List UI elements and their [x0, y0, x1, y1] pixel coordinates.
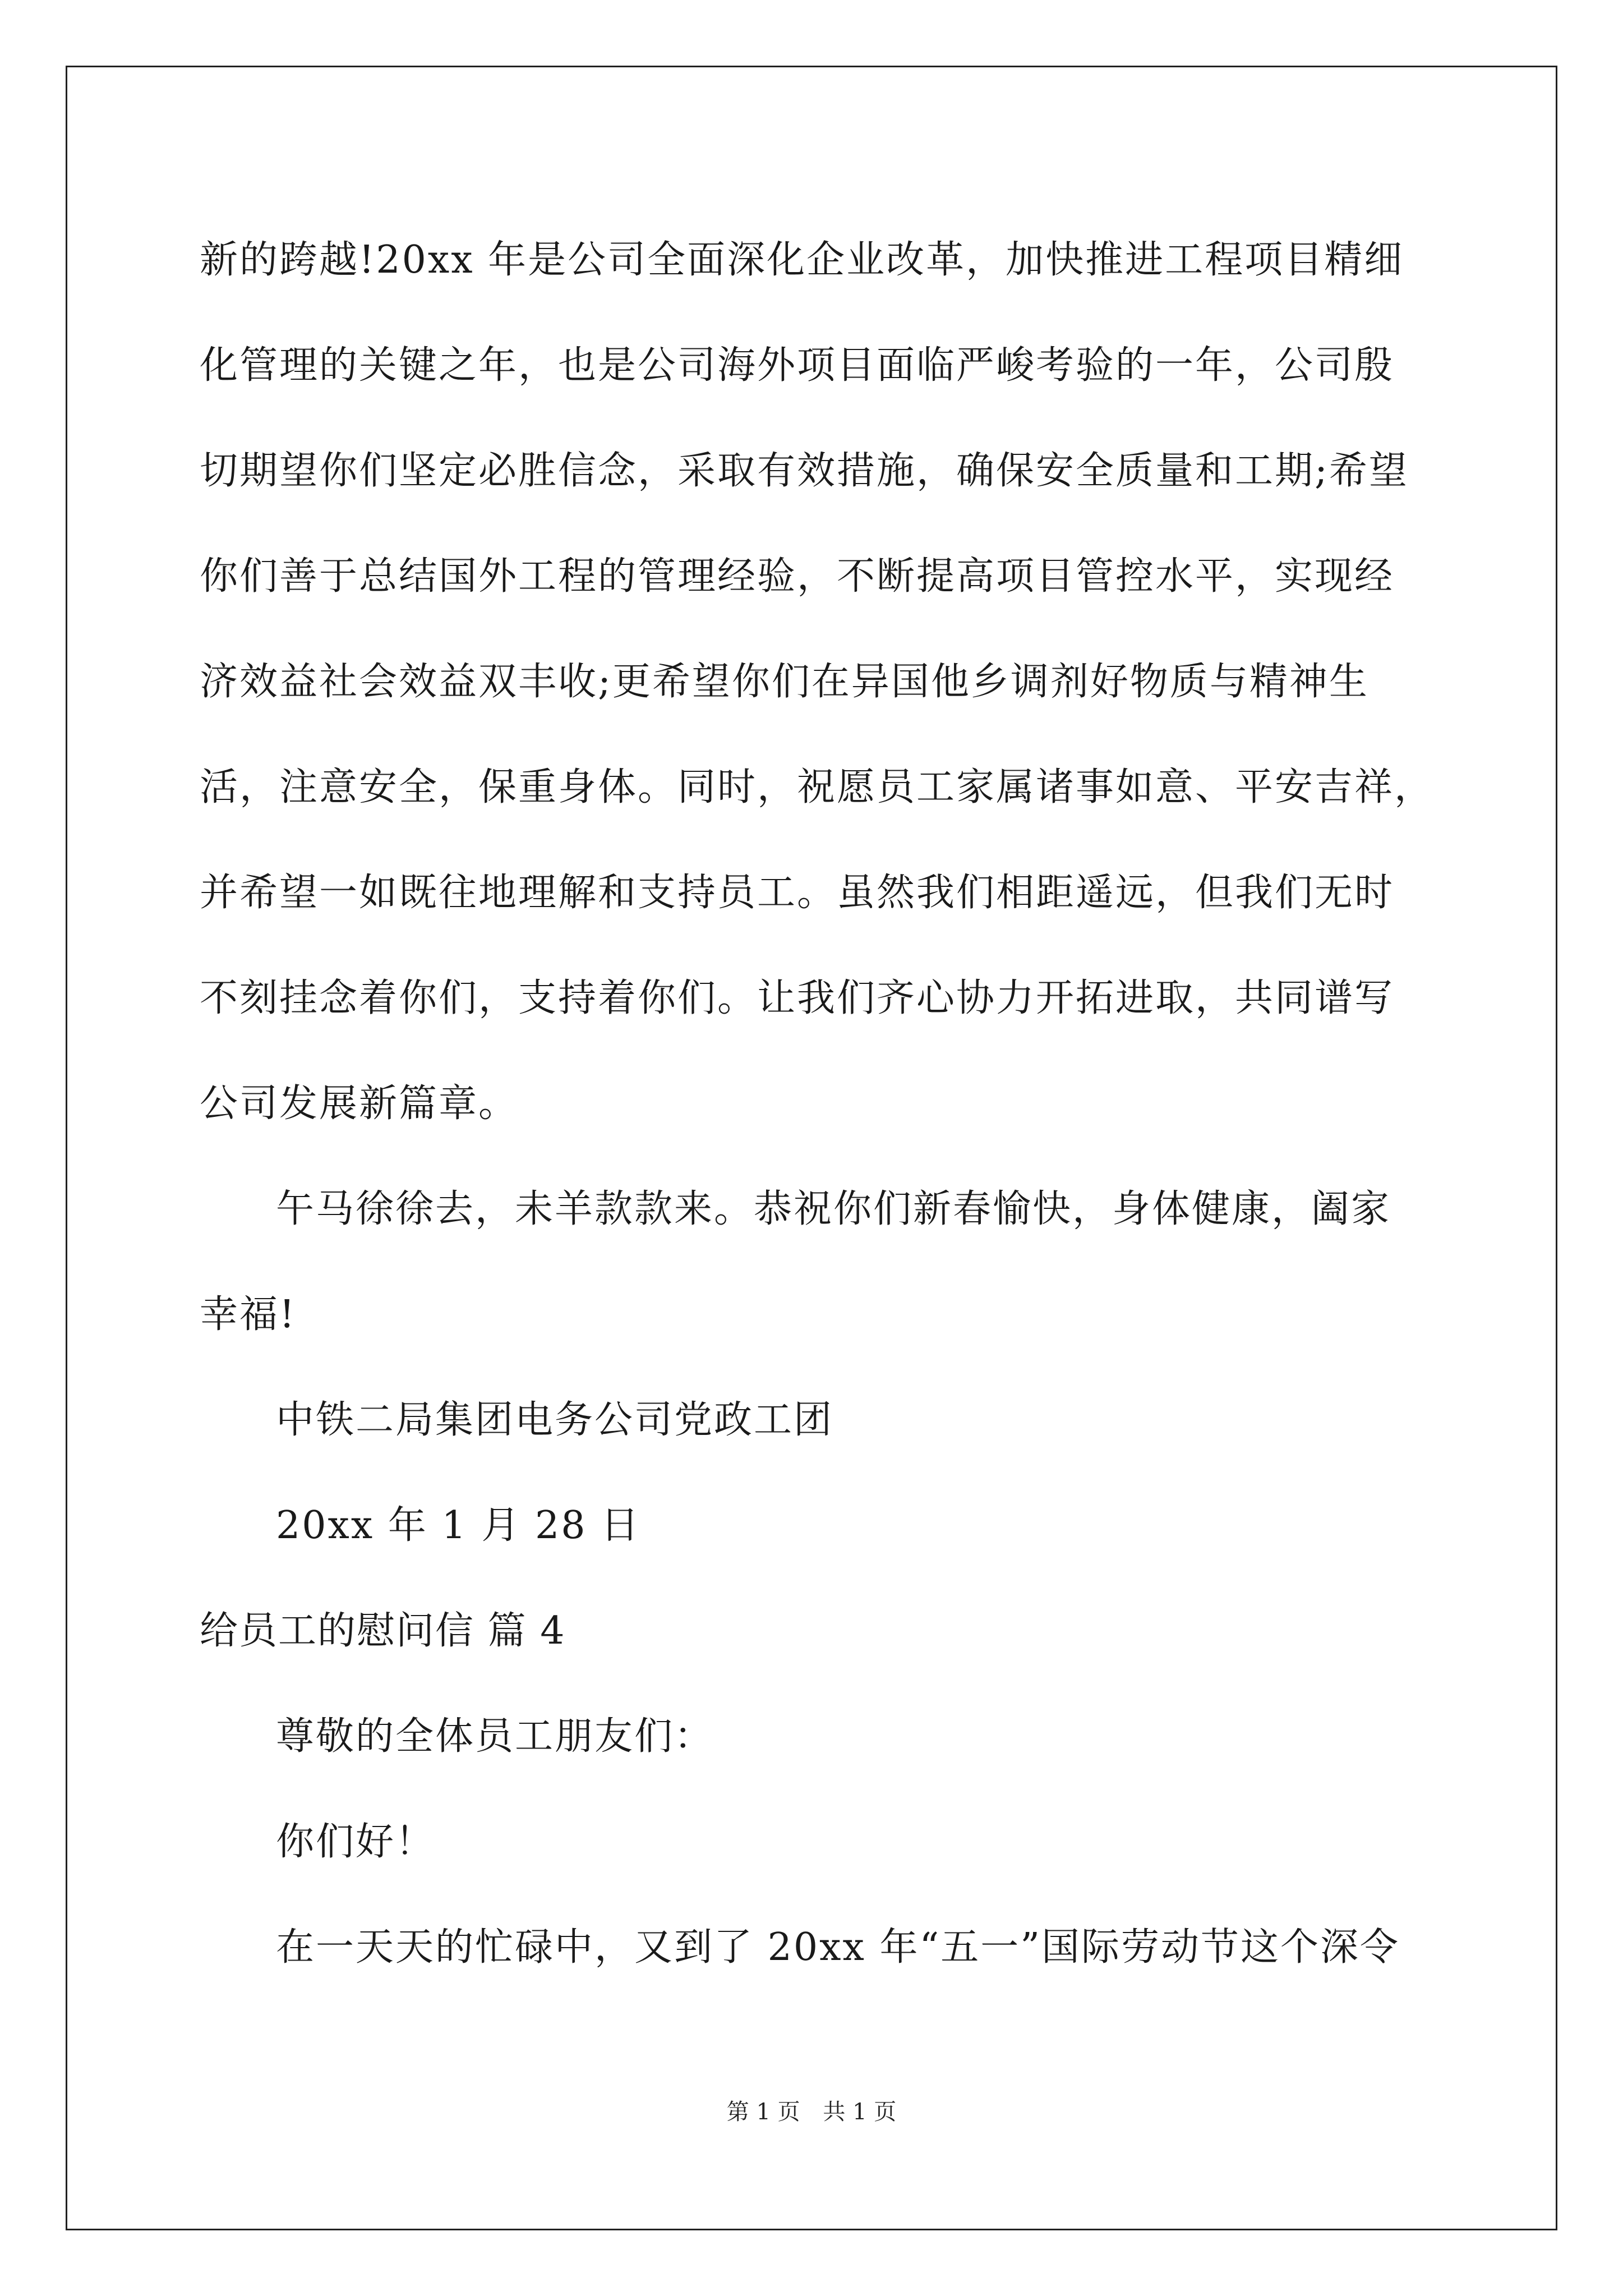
body-line: 不刻挂念着你们，支持着你们。让我们齐心协力开拓进取，共同谱写 [200, 976, 1395, 1020]
document-body [200, 208, 1456, 2000]
greeting: 你们好！ [276, 1820, 436, 1864]
signature-date: 20xx 年 1 月 28 日 [276, 1503, 641, 1548]
body-line: 幸福! [200, 1292, 297, 1337]
body-line: 切期望你们坚定必胜信念，采取有效措施，确保安全质量和工期;希望 [200, 449, 1409, 493]
body-line: 并希望一如既往地理解和支持员工。虽然我们相距遥远，但我们无时 [200, 871, 1395, 915]
body-line: 新的跨越!20xx 年是公司全面深化企业改革，加快推进工程项目精细 [200, 238, 1404, 282]
page-number: 第 1 页 [726, 2099, 800, 2125]
body-line: 在一天天的忙碌中，又到了 20xx 年“五一”国际劳动节这个深令 [276, 1925, 1400, 1970]
signature-organization: 中铁二局集团电务公司党政工团 [276, 1398, 834, 1442]
body-line: 活，注意安全，保重身体。同时，祝愿员工家属诸事如意、平安吉祥， [200, 765, 1435, 809]
section-heading: 给员工的慰问信 篇 4 [200, 1609, 566, 1653]
body-line: 午马徐徐去，未羊款款来。恭祝你们新春愉快，身体健康，阖家 [276, 1187, 1391, 1231]
body-line: 济效益社会效益双丰收;更希望你们在异国他乡调剂好物质与精神生 [200, 660, 1369, 704]
salutation: 尊敬的全体员工朋友们： [276, 1714, 714, 1759]
page-total: 共 1 页 [823, 2099, 897, 2125]
body-line: 化管理的关键之年，也是公司海外项目面临严峻考验的一年，公司殷 [200, 343, 1395, 388]
page-footer [0, 2095, 1623, 2129]
body-line: 你们善于总结国外工程的管理经验，不断提高项目管控水平，实现经 [200, 554, 1395, 599]
body-line: 公司发展新篇章。 [200, 1082, 519, 1126]
